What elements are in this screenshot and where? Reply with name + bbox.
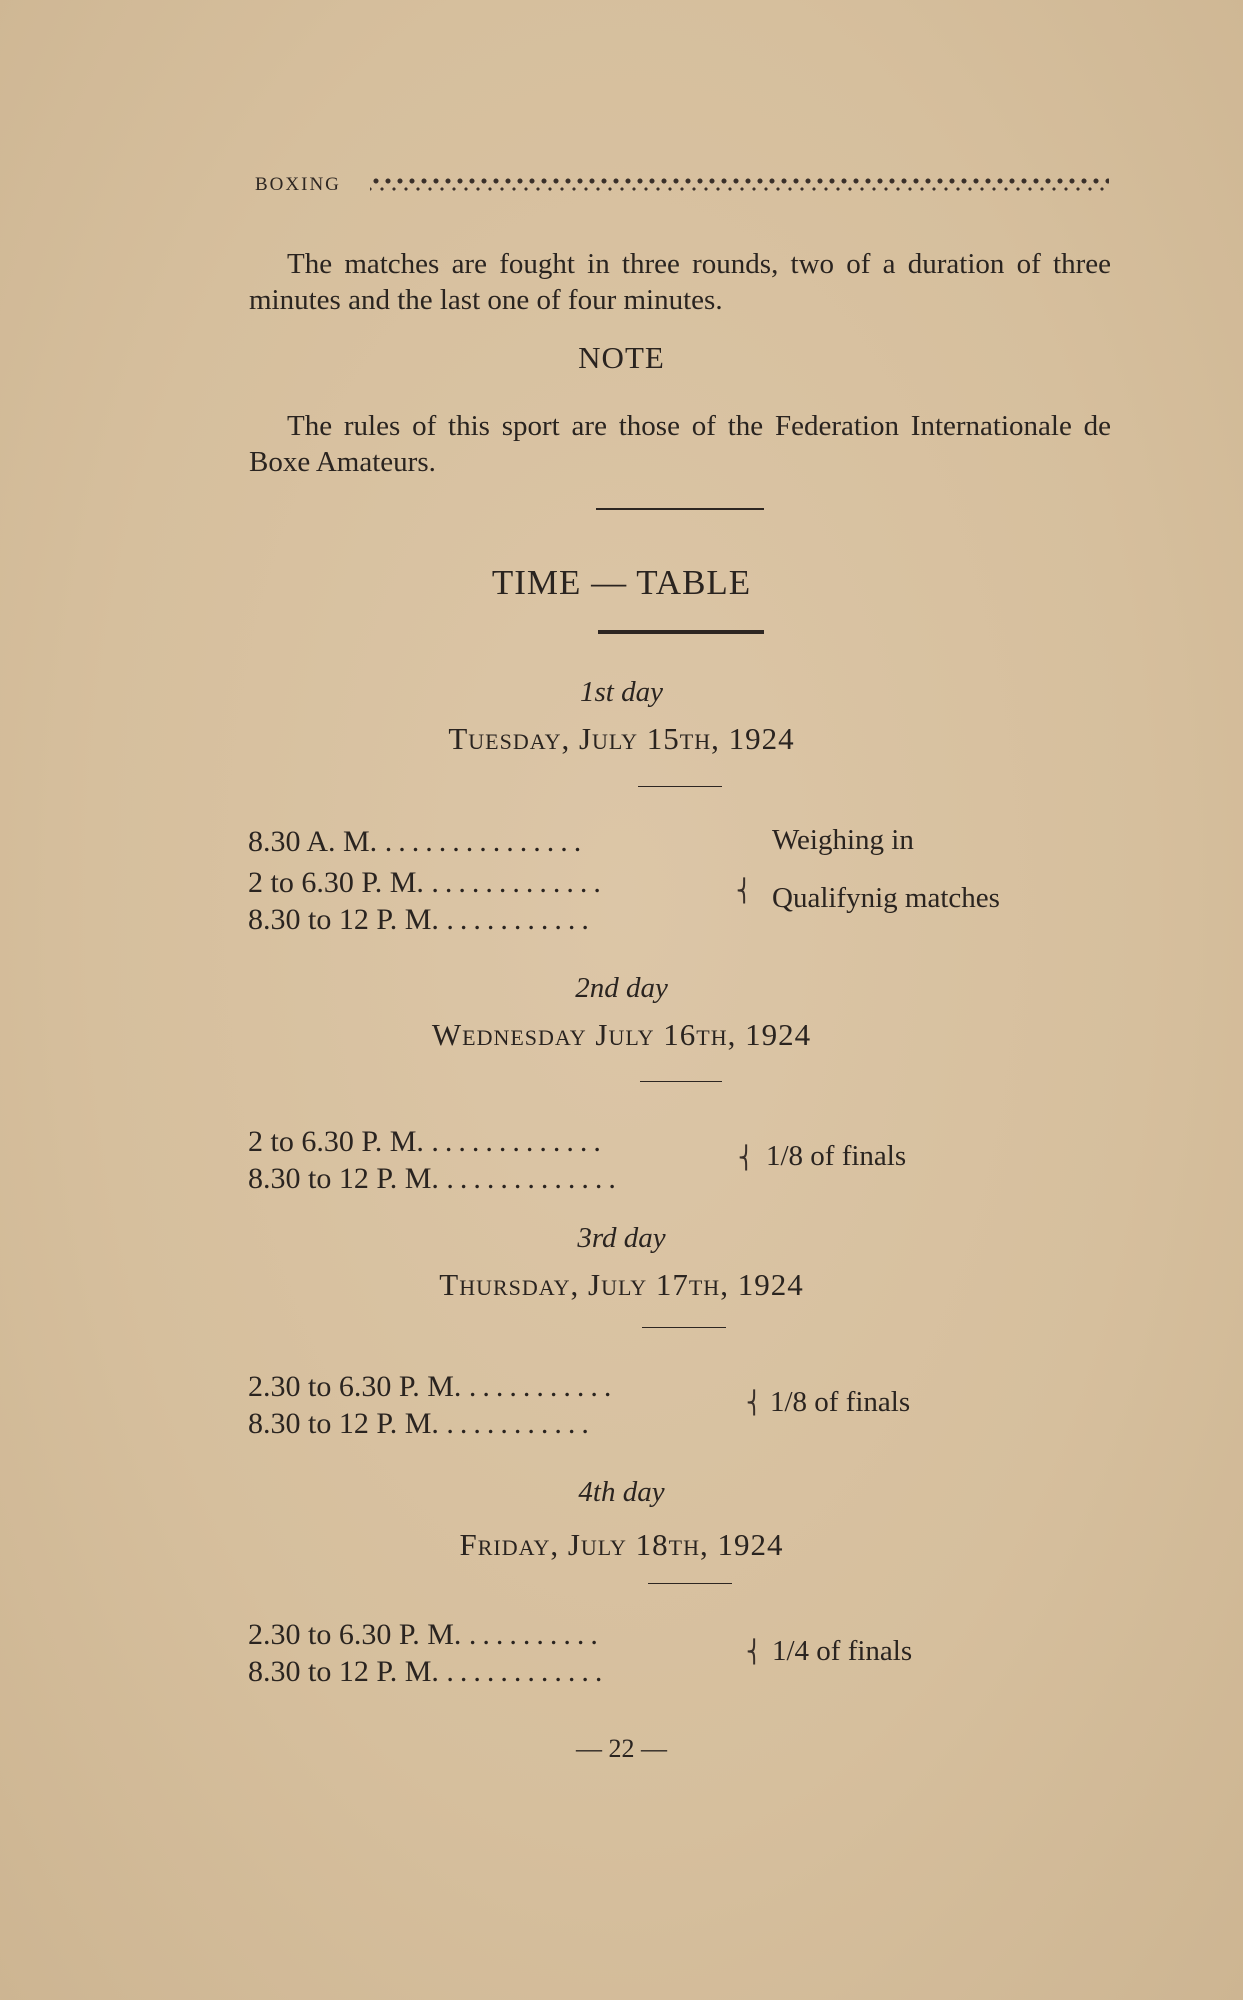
day-date: Thursday, July 17th, 1924 — [439, 1267, 804, 1302]
row-leader: ............ — [446, 1655, 609, 1688]
row-leader: ............. — [431, 1125, 607, 1158]
row-time: 2.30 to 6.30 P. M. — [248, 1618, 462, 1651]
schedule-row — [248, 1370, 617, 1404]
day-label: 1st day — [580, 676, 663, 708]
day-date: Friday, July 18th, 1924 — [459, 1527, 784, 1562]
day-date: Tuesday, July 15th, 1924 — [448, 721, 795, 756]
row-leader: ............. — [446, 1162, 622, 1195]
row-leader: ........... — [468, 1370, 618, 1403]
header-title: BOXING — [255, 174, 341, 195]
row-time: 8.30 to 12 P. M. — [248, 1162, 439, 1195]
group-event: 1/8 of finals — [770, 1386, 911, 1418]
group-brace: ⎨ — [746, 1390, 763, 1415]
row-time: 8.30 to 12 P. M. — [248, 903, 439, 936]
schedule-row — [248, 825, 587, 859]
day-divider — [642, 1327, 726, 1328]
group-brace: ⎨ — [746, 1639, 763, 1664]
schedule-row — [248, 1125, 607, 1159]
schedule-row — [248, 1618, 604, 1652]
note-heading: NOTE — [578, 340, 665, 375]
day-divider — [640, 1081, 722, 1082]
schedule-row — [248, 1162, 622, 1196]
schedule-row — [248, 866, 607, 900]
row-leader: ........... — [446, 903, 595, 936]
group-brace: ⎨ — [736, 878, 753, 903]
row-time: 8.30 to 12 P. M. — [248, 1655, 439, 1688]
running-header — [255, 174, 1109, 198]
day-label: 2nd day — [575, 972, 668, 1004]
row-time: 2 to 6.30 P. M. — [248, 1125, 424, 1158]
day-date: Wednesday July 16th, 1924 — [431, 1017, 812, 1052]
day-label: 4th day — [578, 1476, 665, 1508]
row-leader: ............. — [431, 866, 607, 899]
ornament-border — [370, 177, 1109, 193]
schedule-row — [248, 1655, 608, 1689]
day-divider — [638, 786, 722, 787]
row-time: 2.30 to 6.30 P. M. — [248, 1370, 462, 1403]
row-time: 8.30 A. M. — [248, 825, 378, 858]
group-event: 1/4 of finals — [772, 1635, 913, 1667]
section-divider — [596, 508, 764, 510]
row-leader: ........... — [446, 1407, 595, 1440]
note-text: The rules of this sport are those of the Federation Internationale de Boxe Amateurs. — [249, 410, 1111, 478]
row-leader: ............... — [384, 825, 588, 858]
schedule-row — [248, 1407, 595, 1441]
row-leader: .......... — [468, 1618, 604, 1651]
timetable-title: TIME — TABLE — [491, 563, 752, 602]
group-event: Qualifynig matches — [772, 882, 1000, 914]
group-event: 1/8 of finals — [766, 1140, 907, 1172]
group-brace: ⎨ — [738, 1145, 755, 1170]
schedule-row — [248, 903, 595, 937]
intro-paragraph: The matches are fought in three rounds, two of a duration of three minutes and the last one of four minutes. — [249, 248, 1111, 316]
day-divider — [648, 1583, 732, 1584]
day-label: 3rd day — [577, 1222, 666, 1254]
page-number: — 22 — — [576, 1734, 667, 1763]
row-event: Weighing in — [772, 824, 914, 856]
title-underline — [598, 630, 764, 634]
row-time: 2 to 6.30 P. M. — [248, 866, 424, 899]
row-time: 8.30 to 12 P. M. — [248, 1407, 439, 1440]
